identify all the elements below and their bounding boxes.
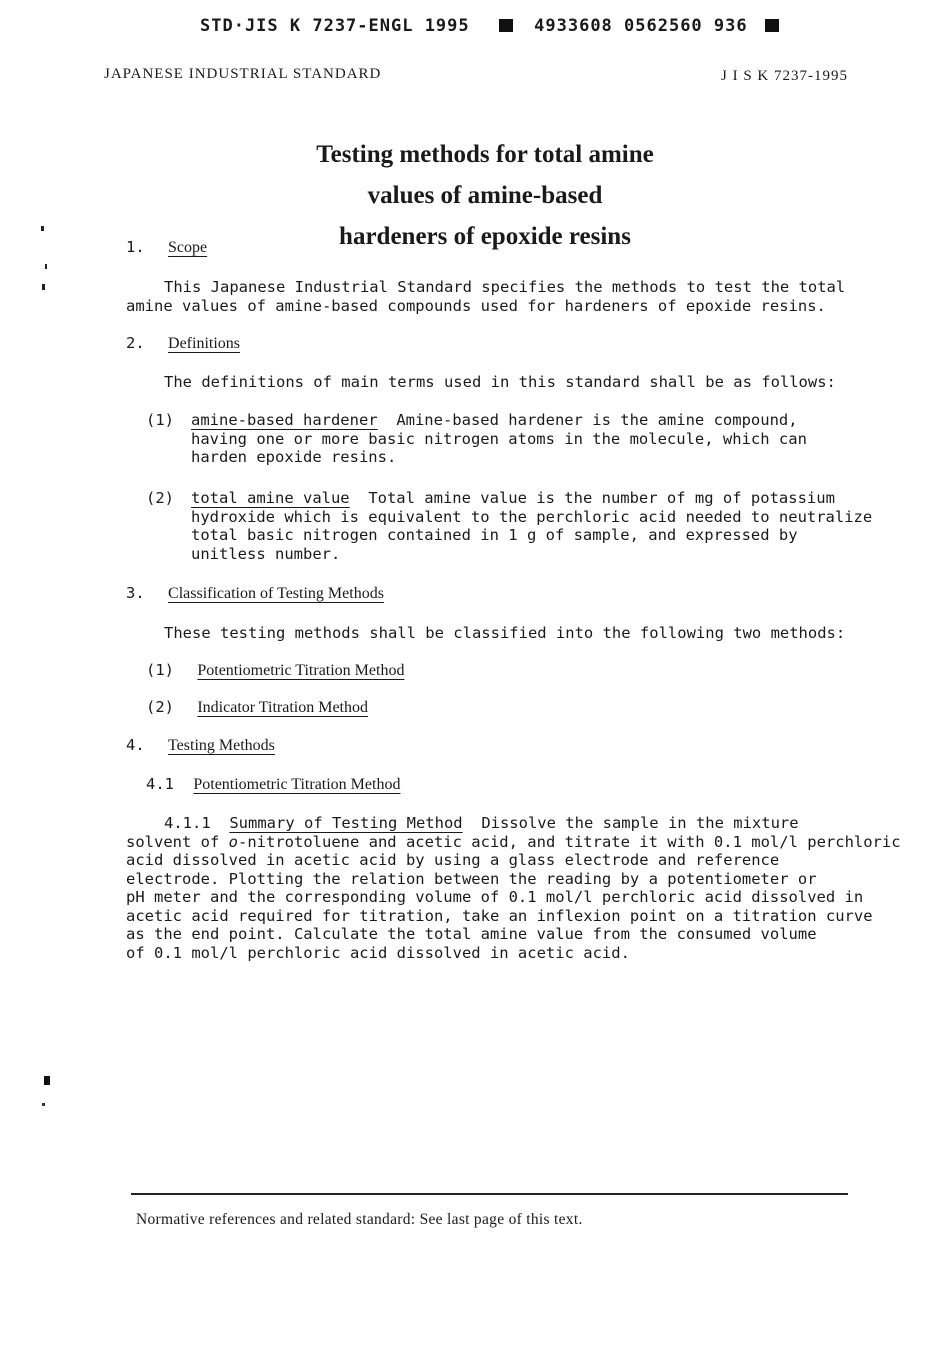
- section-title: Classification of Testing Methods: [168, 585, 384, 602]
- paragraph-text: Dissolve the sample in the mixture: [481, 814, 799, 832]
- text-line: [126, 814, 901, 833]
- section-number: 3.: [126, 584, 145, 602]
- text-line: harden epoxide resins.: [191, 448, 397, 466]
- barcode-mark-2: [765, 19, 779, 32]
- item-label: Indicator Titration Method: [197, 699, 368, 716]
- section-2-intro: The definitions of main terms used in this standard shall be as follows:: [164, 373, 836, 391]
- section-number: 1.: [126, 238, 145, 256]
- text-part: solvent of: [126, 832, 229, 851]
- subsection-number: 4.1: [146, 775, 174, 793]
- header-code-left: STD·JIS K 7237-ENGL 1995: [200, 16, 470, 36]
- text-line: electrode. Plotting the relation between the reading by a potentiometer or: [126, 869, 817, 888]
- section-number: 4.: [126, 736, 145, 754]
- definition-term: amine-based hardener: [191, 411, 378, 429]
- item-number: (2): [146, 698, 174, 716]
- text-line: hydroxide which is equivalent to the perchloric acid needed to neutralize: [191, 507, 873, 526]
- section-3-heading: [126, 584, 384, 604]
- text-line: acid dissolved in acetic acid by using a glass electrode and reference: [126, 851, 780, 869]
- footnote-rule: [131, 1193, 848, 1195]
- text-part: -nitrotoluene and acetic acid, and titrate it with 0.1 mol/l perchloric: [238, 832, 901, 851]
- definition-2-number: (2): [146, 489, 174, 507]
- section-title: Definitions: [168, 335, 241, 352]
- margin-mark: [45, 264, 47, 269]
- text-line: [191, 489, 872, 508]
- subsection-title: Potentiometric Titration Method: [193, 776, 401, 793]
- text-line: of 0.1 mol/l perchloric acid dissolved in acetic acid.: [126, 943, 630, 962]
- margin-mark: [42, 284, 45, 290]
- section-number: 2.: [126, 334, 145, 352]
- title-line-2: values of amine-based: [367, 182, 603, 209]
- running-head-right: J I S K 7237-1995: [720, 68, 848, 84]
- text-line: having one or more basic nitrogen atoms in the molecule, which can: [191, 429, 807, 448]
- definition-1-number: (1): [146, 411, 174, 429]
- text-line: as the end point. Calculate the total amine value from the consumed volume: [126, 925, 817, 943]
- running-head-left: JAPANESE INDUSTRIAL STANDARD: [104, 66, 382, 82]
- section-3-intro: These testing methods shall be classified into the following two methods:: [164, 624, 846, 642]
- text-line: pH meter and the corresponding volume of 0.1 mol/l perchloric acid dissolved in: [126, 888, 864, 906]
- section-4-heading: [126, 736, 275, 756]
- definition-1: [191, 411, 807, 467]
- header-code-line: [200, 16, 779, 36]
- definition-text: Total amine value is the number of mg of potassium: [368, 489, 835, 507]
- section-title: Scope: [168, 239, 208, 256]
- title-line-1: Testing methods for total amine: [316, 141, 654, 168]
- method-item-2: [146, 698, 368, 718]
- text-line: [126, 833, 901, 852]
- text-line: amine values of amine-based compounds used for hardeners of epoxide resins.: [126, 296, 826, 315]
- text-line: unitless number.: [191, 544, 341, 563]
- margin-mark: [42, 1103, 45, 1106]
- section-title: Testing Methods: [168, 737, 275, 754]
- section-2-heading: [126, 334, 240, 354]
- method-item-1: [146, 661, 404, 681]
- header-code-right: 4933608 0562560 936: [534, 16, 748, 36]
- title-line-3: hardeners of epoxide resins: [339, 223, 631, 250]
- margin-mark: [44, 1076, 50, 1085]
- footnote: Normative references and related standard: See last page of this text.: [136, 1211, 583, 1228]
- definition-term: total amine value: [191, 489, 350, 507]
- text-line: total basic nitrogen contained in 1 g of sample, and expressed by: [191, 526, 798, 544]
- definition-text: Amine-based hardener is the amine compound,: [396, 411, 798, 429]
- subsection-4-1-heading: [146, 775, 400, 795]
- text-line: This Japanese Industrial Standard specifies the methods to test the total: [164, 278, 846, 296]
- text-line: [191, 411, 807, 430]
- item-label: Potentiometric Titration Method: [197, 662, 405, 679]
- text-line: acetic acid required for titration, take an inflexion point on a titration curve: [126, 906, 873, 925]
- item-number: (1): [146, 661, 174, 679]
- text-part-italic: o: [228, 832, 238, 851]
- paragraph-number: 4.1.1: [164, 814, 211, 832]
- definition-2: [191, 489, 872, 563]
- barcode-mark-1: [499, 19, 513, 32]
- section-1-heading: [126, 238, 207, 258]
- paragraph-title: Summary of Testing Method: [229, 814, 463, 832]
- section-1-text: [126, 278, 845, 315]
- margin-mark: [41, 226, 44, 231]
- paragraph-4-1-1: [126, 814, 901, 962]
